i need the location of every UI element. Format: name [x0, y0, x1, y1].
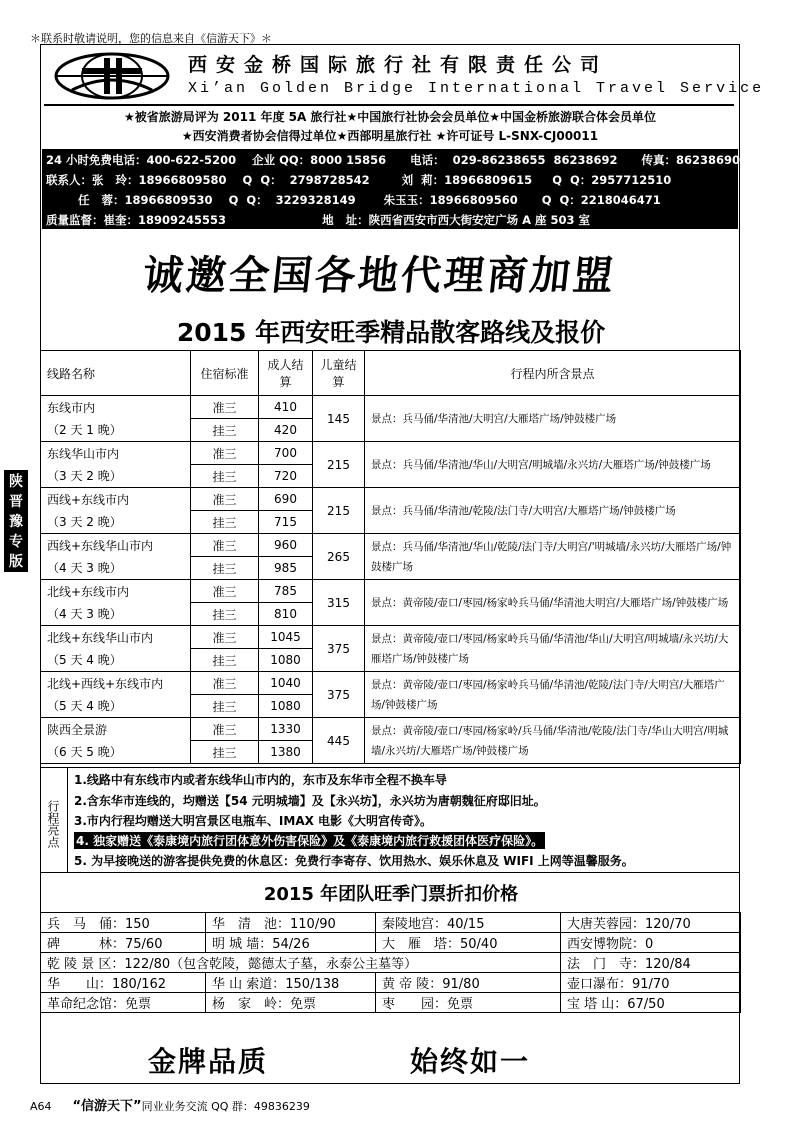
ticket-cell: 壶口瀑布：91/70 [561, 973, 741, 993]
contact-row: 24 小时免费电话：400-622-5200 企业 QQ：8000 15856 电话： 029-86238655 86238692 传真：86238690 [46, 153, 741, 167]
lodging-standard: 准三 [191, 534, 259, 557]
highlights-label: 行程亮点 [40, 767, 68, 873]
ticket-row [41, 933, 741, 953]
route-name [41, 672, 191, 718]
lodging-standard: 准三 [191, 626, 259, 649]
ticket-cell: 西安博物院：0 [561, 933, 741, 953]
ticket-cell: 大唐芙蓉园：120/70 [561, 913, 741, 933]
lodging-standard: 准三 [191, 488, 259, 511]
ticket-cell: 明 城 墙：54/26 [206, 933, 376, 953]
contact-block [42, 149, 741, 229]
adult-price: 1040 [259, 672, 313, 695]
child-price: 445 [313, 718, 365, 764]
page-footer [30, 1095, 310, 1114]
route-row [41, 580, 741, 603]
company-logo [52, 50, 172, 102]
ticket-cell: 兵 马 俑：150 [41, 913, 206, 933]
route-name [41, 534, 191, 580]
lodging-standard: 准三 [191, 718, 259, 741]
highlight-item: 4. 独家赠送《泰康境内旅行团体意外伤害保险》及《泰康境内旅行救援团体医疗保险》。 [76, 834, 544, 848]
ticket-cell: 乾 陵 景 区：122/80（包含乾陵，懿德太子墓，永泰公主墓等） [41, 953, 561, 973]
route-row [41, 672, 741, 695]
child-price: 375 [313, 672, 365, 718]
company-name-en: Xi’an Golden Bridge International Travel Service [188, 80, 765, 97]
lodging-standard: 挂三 [191, 557, 259, 580]
ticket-cell: 华 清 池：110/90 [206, 913, 376, 933]
route-row [41, 442, 741, 465]
ticket-row [41, 993, 741, 1013]
adult-price: 1045 [259, 626, 313, 649]
adult-price: 1080 [259, 649, 313, 672]
adult-price: 715 [259, 511, 313, 534]
ticket-cell: 黄 帝 陵：91/80 [376, 973, 561, 993]
route-spots: 景点：黄帝陵/壶口/枣园/杨家岭/兵马俑/华清池/乾陵/法门寺/华山大明宫/明城墙/永兴坊/大雁塔广场/钟鼓楼广场 [365, 718, 741, 764]
route-days: （4 天 3 晚） [47, 560, 122, 575]
ticket-cell: 宝 塔 山：67/50 [561, 993, 741, 1013]
price-title: 2015 年西安旺季精品散客路线及报价 [176, 318, 606, 347]
ticket-cell: 革命纪念馆：免票 [41, 993, 206, 1013]
top-note: ＊联系时敬请说明，您的信息来自《信游天下》＊ [30, 32, 272, 45]
page-number: A64 [30, 1100, 52, 1113]
honors-block [42, 108, 738, 146]
footer-text: 同业业务交流 QQ 群：49836239 [141, 1100, 310, 1113]
route-spots: 景点：兵马俑/华清池/华山/乾陵/法门寺/大明宫/'明城墙/永兴坊/大雁塔广场/钟鼓楼广场 [365, 534, 741, 580]
route-days: （5 天 4 晚） [47, 652, 122, 667]
child-price: 265 [313, 534, 365, 580]
route-title: 东线市内 [47, 400, 96, 415]
route-name [41, 488, 191, 534]
route-title: 西线+东线市内 [47, 492, 130, 507]
route-spots: 景点：兵马俑/华清池/大明宫/大雁塔广场/钟鼓楼广场 [365, 396, 741, 442]
adult-price: 420 [259, 419, 313, 442]
route-days: （2 天 1 晚） [47, 422, 122, 437]
ticket-row [41, 913, 741, 933]
route-name [41, 718, 191, 764]
highlight-item: 1.线路中有东线市内或者东线华山市内的，东市及东华市全程不换车导 [74, 773, 447, 787]
route-spots: 景点：兵马俑/华清池/乾陵/法门寺/大明宫/大雁塔广场/钟鼓楼广场 [365, 488, 741, 534]
lodging-standard: 挂三 [191, 465, 259, 488]
child-price: 215 [313, 488, 365, 534]
ticket-cell: 法 门 寺：120/84 [561, 953, 741, 973]
ticket-row [41, 953, 741, 973]
lodging-standard: 挂三 [191, 419, 259, 442]
child-price: 215 [313, 442, 365, 488]
route-days: （3 天 2 晚） [47, 514, 122, 529]
route-name [41, 580, 191, 626]
route-name [41, 442, 191, 488]
header-lodging: 住宿标准 [191, 351, 259, 396]
route-spots: 景点：黄帝陵/壶口/枣园/杨家岭兵马俑/华清池/华山/大明宫/明城墙/永兴坊/大雁塔广场/钟鼓楼广场 [365, 626, 741, 672]
adult-price: 785 [259, 580, 313, 603]
ticket-price-table [40, 912, 741, 1013]
route-days: （3 天 2 晚） [47, 468, 122, 483]
route-price-table [40, 350, 741, 764]
route-days: （5 天 4 晚） [47, 698, 122, 713]
lodging-standard: 挂三 [191, 649, 259, 672]
route-title: 北线+东线市内 [47, 584, 130, 599]
adult-price: 1080 [259, 695, 313, 718]
lodging-standard: 挂三 [191, 511, 259, 534]
header-child: 儿童结算 [313, 351, 365, 396]
slogan-consistent: 始终如一 [410, 1045, 531, 1078]
ticket-row [41, 973, 741, 993]
route-row [41, 488, 741, 511]
adult-price: 410 [259, 396, 313, 419]
child-price: 375 [313, 626, 365, 672]
adult-price: 690 [259, 488, 313, 511]
adult-price: 810 [259, 603, 313, 626]
lodging-standard: 准三 [191, 396, 259, 419]
adult-price: 1380 [259, 741, 313, 764]
highlight-item: 3.市内行程均赠送大明宫景区电瓶车、IMAX 电影《大明宫传奇》。 [74, 814, 433, 828]
header-spots: 行程内所含景点 [365, 351, 741, 396]
ticket-cell: 华 山 索道：150/138 [206, 973, 376, 993]
adult-price: 720 [259, 465, 313, 488]
tickets-title: 2015 年团队旺季门票折扣价格 [263, 884, 519, 905]
adult-price: 1330 [259, 718, 313, 741]
lodging-standard: 准三 [191, 672, 259, 695]
ticket-cell: 华 山：180/162 [41, 973, 206, 993]
lodging-standard: 挂三 [191, 741, 259, 764]
child-price: 315 [313, 580, 365, 626]
contact-row: 任 蓉：18966809530 Q Q： 3229328149 朱玉玉：18966809560 Q Q：2218046471 [46, 193, 661, 207]
footer-brand: “信游天下” [72, 1099, 142, 1114]
contact-row: 联系人：张 玲：18966809580 Q Q： 2798728542 刘 莉：18966809615 Q Q：2957712510 [46, 173, 672, 187]
lodging-standard: 挂三 [191, 603, 259, 626]
ticket-cell: 杨 家 岭：免票 [206, 993, 376, 1013]
route-title: 陕西全景游 [47, 722, 108, 737]
ticket-cell: 枣 园：免票 [376, 993, 561, 1013]
header-route: 线路名称 [41, 351, 191, 396]
header-adult: 成人结算 [259, 351, 313, 396]
route-spots: 景点：黄帝陵/壶口/枣园/杨家岭兵马俑/华清池大明宫/大雁塔广场/钟鼓楼广场 [365, 580, 741, 626]
honors-line: ★西安消费者协会信得过单位★西部明星旅行社 ★许可证号 L-SNX-CJ00011 [181, 129, 599, 143]
agent-recruit-banner: 诚邀全国各地代理商加盟 [140, 252, 619, 299]
ticket-cell: 碑 林：75/60 [41, 933, 206, 953]
route-row [41, 718, 741, 741]
route-spots: 景点：兵马俑/华清池/华山/大明宫/明城墙/永兴坊/大雁塔广场/钟鼓楼广场 [365, 442, 741, 488]
route-days: （6 天 5 晚） [47, 744, 122, 759]
highlight-item: 2.含东华市连线的，均赠送【54 元明城墙】及【永兴坊】，永兴坊为唐朝魏征府邸旧址。 [74, 794, 546, 808]
lodging-standard: 准三 [191, 580, 259, 603]
adult-price: 985 [259, 557, 313, 580]
lodging-standard: 准三 [191, 442, 259, 465]
ticket-cell: 秦陵地宫：40/15 [376, 913, 561, 933]
honors-line: ★被省旅游局评为 2011 年度 5A 旅行社★中国旅行社协会会员单位★中国金桥旅游联合体会员单位 [123, 110, 657, 124]
adult-price: 700 [259, 442, 313, 465]
route-name [41, 396, 191, 442]
side-label: 陕晋豫专版 [4, 470, 28, 572]
route-title: 北线+西线+东线市内 [47, 676, 164, 691]
ticket-cell: 大 雁 塔：50/40 [376, 933, 561, 953]
table-header-row [41, 351, 741, 396]
company-name-cn: 西安金桥国际旅行社有限责任公司 [188, 54, 609, 76]
adult-price: 960 [259, 534, 313, 557]
slogan-quality: 金牌品质 [148, 1045, 269, 1078]
route-row [41, 396, 741, 419]
route-row [41, 626, 741, 649]
contact-row: 质量监督：崔奎：18909245553 地 址：陕西省西安市西大街安定广场 A 座 503 室 [46, 213, 591, 227]
route-name [41, 626, 191, 672]
route-title: 北线+东线华山市内 [47, 630, 154, 645]
route-spots: 景点：黄帝陵/壶口/枣园/杨家岭兵马俑/华清池/乾陵/法门寺/大明宫/大雁塔广场/钟鼓楼广场 [365, 672, 741, 718]
route-row [41, 534, 741, 557]
child-price: 145 [313, 396, 365, 442]
header-divider [44, 104, 734, 106]
highlight-item: 5. 为早接晚送的游客提供免费的休息区：免费行李寄存、饮用热水、娱乐休息及 WIFI 上网等温馨服务。 [74, 854, 634, 868]
route-days: （4 天 3 晚） [47, 606, 122, 621]
route-title: 东线华山市内 [47, 446, 120, 461]
lodging-standard: 挂三 [191, 695, 259, 718]
route-title: 西线+东线华山市内 [47, 538, 154, 553]
